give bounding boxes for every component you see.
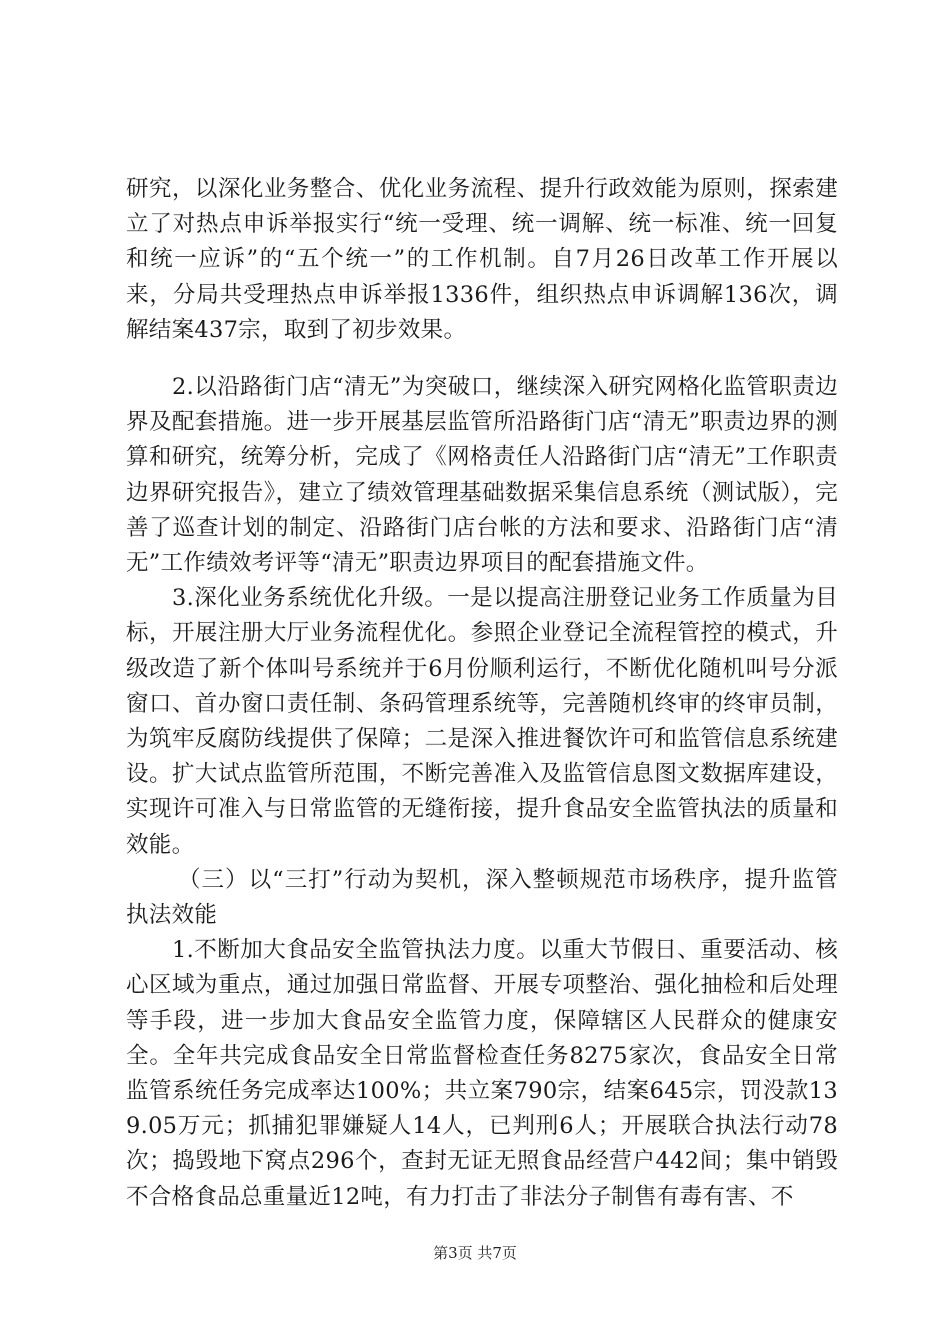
paragraph-item-1: 1.不断加大食品安全监管执法力度。以重大节假日、重要活动、核心区域为重点，通过加强日常监督、开展专项整治、强化抽检和后处理等手段，进一步加大食品安全监管力度，保障辖区人民群众的健康安全。全年共完成食品安全日常监督检查任务8275家次，食品安全日常监管系统任务完成率达100%；共立案790宗，结案645宗，罚没款139.05万元；抓捕犯罪嫌疑人14人，已判刑6人；开展联合执法行动78次；捣毁地下窝点296个，查封无证无照食品经营户442间；集中销毁不合格食品总重量近12吨，有力打击了非法分子制售有毒有害、不	[126, 937, 838, 1210]
page-footer: 第3页 共7页	[433, 1244, 517, 1262]
paragraph-gap	[126, 348, 838, 370]
section-heading-3: （三）以“三打”行动为契机，深入整顿规范市场秩序，提升监管执法效能	[126, 866, 838, 929]
paragraph-item-3: 3.深化业务系统优化升级。一是以提高注册登记业务工作质量为目标，开展注册大厅业务流程优化。参照企业登记全流程管控的模式，升级改造了新个体叫号系统并于6月份顺利运行，不断优化随机叫号分派窗口、首办窗口责任制、条码管理系统等，完善随机终审的终审员制，为筑牢反腐防线提供了保障；二是深入推进餐饮许可和监管信息系统建设。扩大试点监管所范围，不断完善准入及监管信息图文数据库建设，实现许可准入与日常监管的无缝衔接，提升食品安全监管执法的质量和效能。	[126, 585, 838, 858]
paragraph-item-2: 2.以沿路街门店“清无”为突破口，继续深入研究网格化监管职责边界及配套措施。进一步开展基层监管所沿路街门店“清无”职责边界的测算和研究，统筹分析，完成了《网格责任人沿路街门店“清无”工作职责边界研究报告》，建立了绩效管理基础数据采集信息系统（测试版），完善了巡查计划的制定、沿路街门店台帐的方法和要求、沿路街门店“清无”工作绩效考评等“清无”职责边界项目的配套措施文件。	[126, 374, 838, 577]
document-body	[126, 172, 838, 1215]
paragraph-continuation: 研究，以深化业务整合、优化业务流程、提升行政效能为原则，探索建立了对热点申诉举报实行“统一受理、统一调解、统一标准、统一回复和统一应诉”的“五个统一”的工作机制。自7月26日改革工作开展以来，分局共受理热点申诉举报1336件，组织热点申诉调解136次，调解结案437宗，取到了初步效果。	[126, 176, 838, 343]
